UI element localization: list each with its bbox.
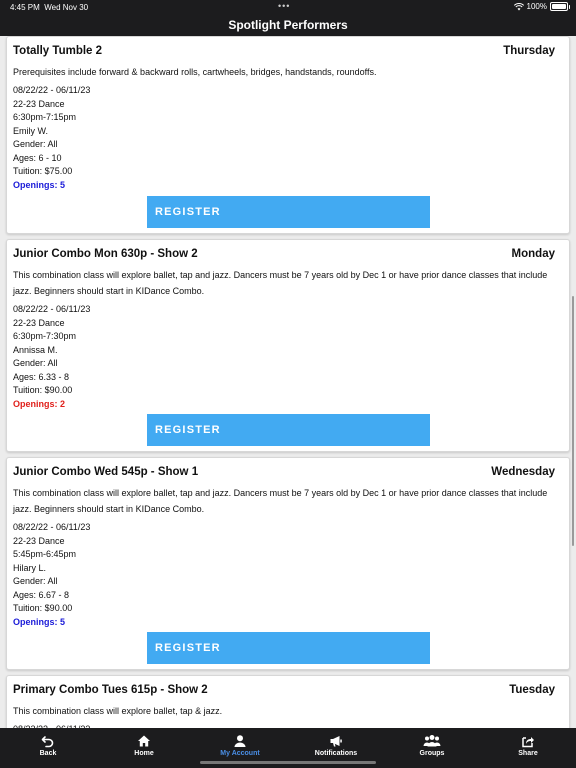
class-description: Prerequisites include forward & backward rolls, cartwheels, bridges, handstands, roundoffs. (13, 67, 377, 77)
status-bar (0, 0, 576, 14)
page-title: Spotlight Performers (0, 14, 576, 36)
class-tuition: Tuition: $90.00 (13, 385, 73, 395)
class-time: 6:30pm-7:15pm (13, 112, 77, 122)
battery-percent: 100% (526, 2, 547, 11)
class-card (6, 457, 570, 670)
status-right (514, 2, 568, 11)
class-openings: Openings: 2 (13, 398, 66, 409)
class-time: 6:30pm-7:30pm (13, 331, 77, 341)
class-session: 22-23 Dance (13, 317, 65, 328)
class-card (6, 36, 570, 234)
class-dates: 08/22/22 - 06/11/23 (13, 522, 91, 532)
class-ages: Ages: 6.67 - 8 (13, 589, 70, 600)
class-instructor: Emily W. (13, 125, 48, 136)
class-tuition: Tuition: $90.00 (13, 603, 73, 613)
groups-icon (423, 734, 441, 748)
class-session: 22-23 Dance (13, 535, 65, 546)
class-ages: Ages: 6.33 - 8 (13, 371, 70, 382)
class-name: Junior Combo Wed 545p - Show 1 (13, 466, 199, 478)
megaphone-icon (329, 734, 343, 748)
home-icon (137, 734, 151, 748)
tab-label: Groups (419, 750, 445, 757)
class-instructor: Annissa M. (13, 344, 58, 355)
class-openings: Openings: 5 (13, 179, 66, 190)
tab-share[interactable] (480, 728, 576, 768)
back-arrow-icon (41, 734, 55, 748)
class-ages: Ages: 6 - 10 (13, 152, 62, 163)
class-description: This combination class will explore ballet, tap and jazz. Dancers must be 7 years old by Dec 1 or have prior dance classes that include jazz. Beginners should start in KIDance Combo. (13, 270, 548, 296)
register-button[interactable]: REGISTER (147, 196, 430, 228)
class-day: Monday (511, 248, 555, 260)
tab-label: Share (518, 750, 538, 757)
class-dates: 08/22/22 - 06/11/23 (13, 304, 91, 314)
user-icon (233, 734, 247, 748)
class-gender: Gender: All (13, 139, 58, 149)
class-gender: Gender: All (13, 358, 58, 368)
tab-label: Back (39, 750, 57, 757)
class-session: 22-23 Dance (13, 98, 65, 109)
class-time: 5:45pm-6:45pm (13, 549, 77, 559)
register-button[interactable]: REGISTER (147, 414, 430, 446)
share-icon (521, 734, 535, 748)
tab-label: Notifications (314, 750, 358, 757)
class-openings: Openings: 5 (13, 616, 66, 627)
class-description: This combination class will explore ballet, tap & jazz. (13, 706, 223, 716)
class-day: Wednesday (491, 466, 555, 478)
class-day: Tuesday (509, 684, 555, 696)
class-instructor: Hilary L. (13, 562, 47, 573)
scrollbar[interactable] (572, 296, 574, 546)
class-list[interactable] (0, 36, 576, 728)
class-name: Primary Combo Tues 615p - Show 2 (13, 684, 208, 696)
wifi-icon (514, 3, 524, 11)
tab-bar (0, 728, 576, 768)
register-button[interactable]: REGISTER (147, 632, 430, 664)
battery-icon (550, 2, 568, 11)
class-dates: 08/22/22 - 06/11/23 (13, 85, 91, 95)
multitask-dots[interactable]: ••• (278, 1, 291, 11)
tab-label: My Account (220, 750, 260, 757)
class-name: Totally Tumble 2 (13, 45, 103, 57)
class-name: Junior Combo Mon 630p - Show 2 (13, 248, 198, 260)
class-card (6, 239, 570, 452)
status-time: 4:45 PM Wed Nov 30 (10, 3, 89, 12)
class-day: Thursday (503, 45, 555, 57)
home-indicator[interactable] (200, 761, 376, 764)
tab-back[interactable] (0, 728, 96, 768)
class-gender: Gender: All (13, 576, 58, 586)
class-tuition: Tuition: $75.00 (13, 166, 73, 176)
tab-home[interactable] (96, 728, 192, 768)
class-description: This combination class will explore ballet, tap and jazz. Dancers must be 7 years old by Dec 1 or have prior dance classes that include jazz. Beginners should start in KIDance Combo. (13, 488, 548, 514)
tab-groups[interactable] (384, 728, 480, 768)
tab-label: Home (134, 750, 154, 757)
